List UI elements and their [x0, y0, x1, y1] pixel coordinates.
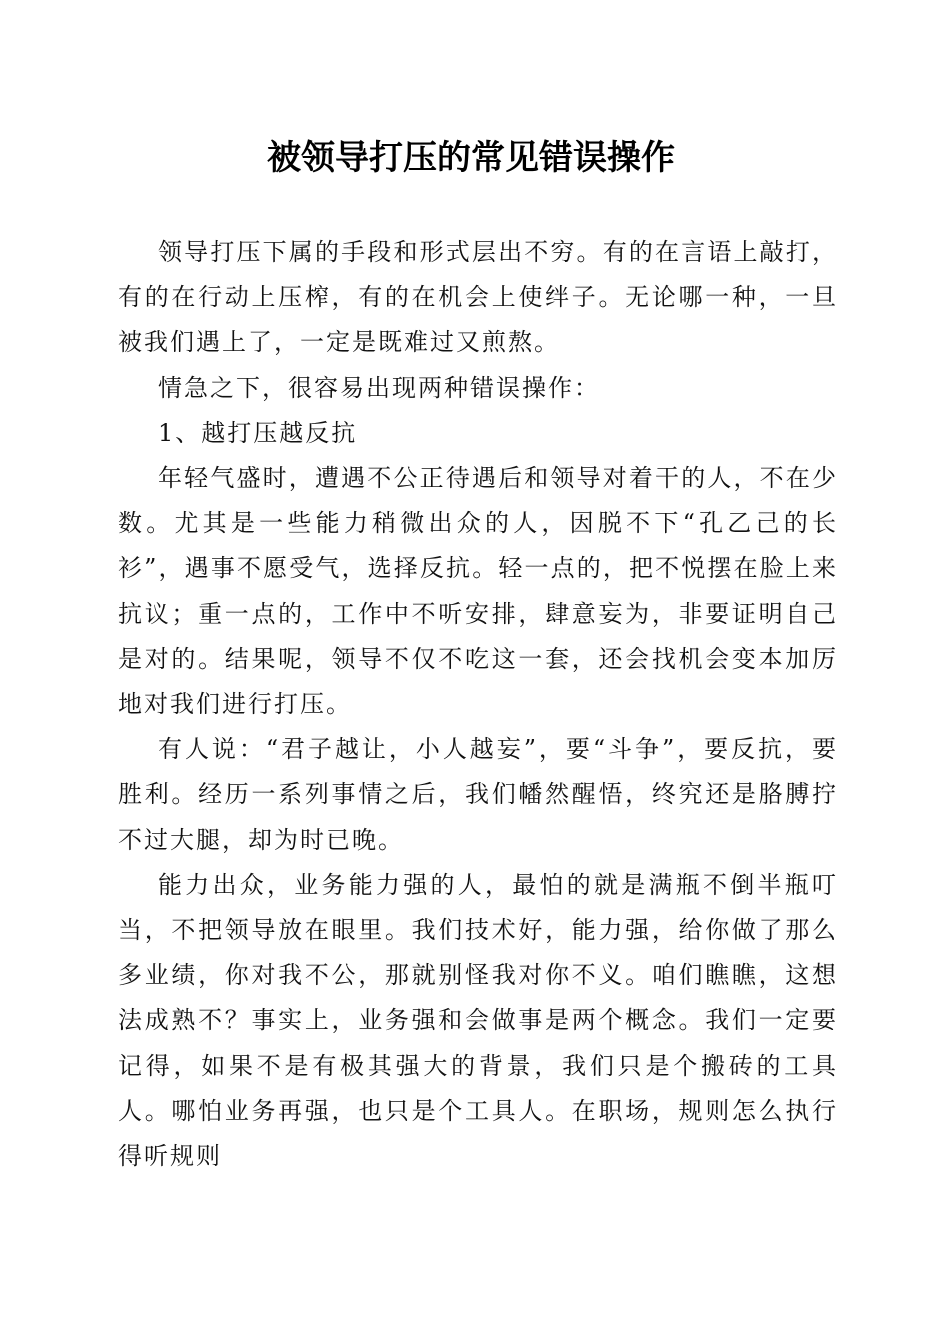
- paragraph-intro: 领导打压下属的手段和形式层出不穷。有的在言语上敲打，有的在行动上压榨，有的在机会上使绊子。无论哪一种，一旦被我们遇上了，一定是既难过又煎熬。: [118, 238, 838, 357]
- document-body: [118, 230, 838, 1179]
- paragraph-two-mistakes: 情急之下，很容易出现两种错误操作：: [158, 373, 600, 402]
- section-heading-1: 1、越打压越反抗: [158, 418, 358, 447]
- document-title: 被领导打压的常见错误操作: [267, 138, 675, 178]
- paragraph-capability: 能力出众，业务能力强的人，最怕的就是满瓶不倒半瓶叮当，不把领导放在眼里。我们技术好，能力强，给你做了那么多业绩，你对我不公，那就别怪我对你不义。咱们瞧瞧，这想法成熟不？事实上，业务强和会做事是两个概念。我们一定要记得，如果不是有极其强大的背景，我们只是个搬砖的工具人。哪怕业务再强，也只是个工具人。在职场，规则怎么执行得听规则: [118, 870, 838, 1171]
- paragraph-quote: 有人说：“君子越让，小人越妄”，要“斗争”，要反抗，要胜利。经历一系列事情之后，我们幡然醒悟，终究还是胳膊拧不过大腿，却为时已晚。: [118, 735, 838, 854]
- paragraph-resistance: 年轻气盛时，遭遇不公正待遇后和领导对着干的人，不在少数。尤其是一些能力稍微出众的人，因脱不下“孔乙己的长衫”，遇事不愿受气，选择反抗。轻一点的，把不悦摆在脸上来抗议；重一点的，工作中不听安排，肆意妄为，非要证明自己是对的。结果呢，领导不仅不吃这一套，还会找机会变本加厉地对我们进行打压。: [118, 464, 838, 719]
